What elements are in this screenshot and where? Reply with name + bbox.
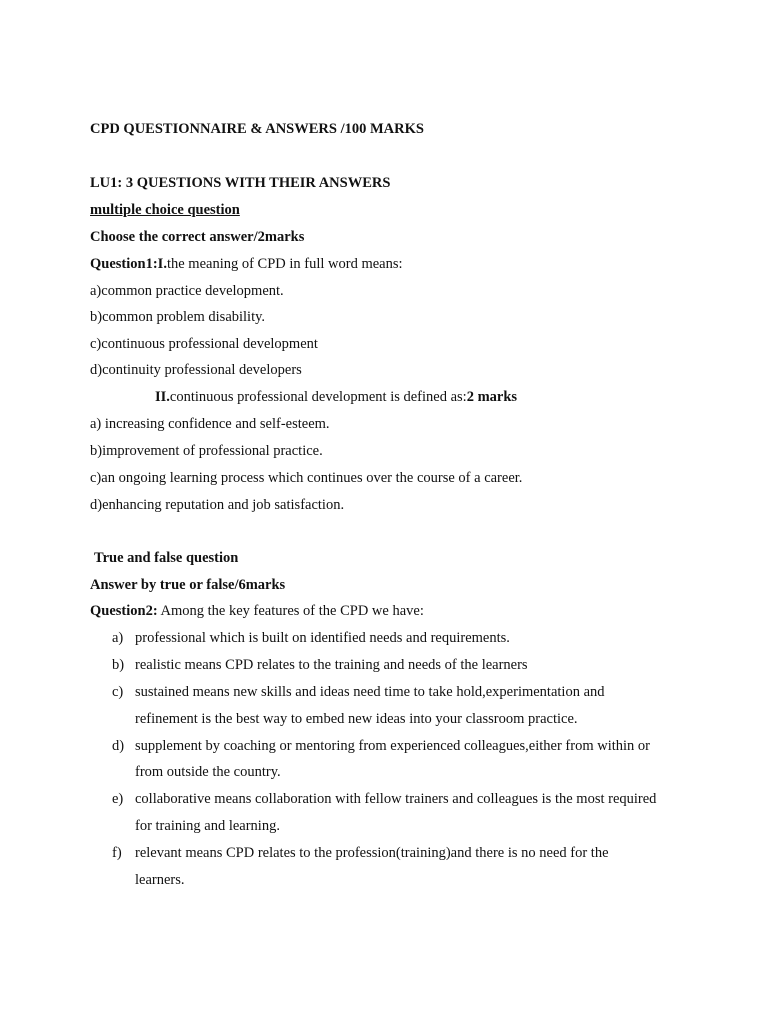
mcq-instruction: Choose the correct answer/2marks (90, 229, 305, 245)
list-item-text: collaborative means collaboration with fellow trainers and colleagues is the most required (135, 791, 657, 807)
question1-part2-marks: 2 marks (466, 389, 518, 405)
question2-text: Among the key features of the CPD we have: (160, 603, 424, 619)
question1-text: the meaning of CPD in full word means: (166, 256, 403, 272)
mcq-heading: multiple choice question (90, 202, 240, 218)
list-item-letter: e) (112, 791, 124, 807)
question1-option-b: b)common problem disability. (90, 309, 266, 325)
lu1-heading: LU1: 3 QUESTIONS WITH THEIR ANSWERS (90, 175, 391, 191)
question1-part2-text: continuous professional development is defined as: (169, 389, 467, 405)
list-item-text: realistic means CPD relates to the training and needs of the learners (135, 657, 528, 673)
document-title: CPD QUESTIONNAIRE & ANSWERS /100 MARKS (90, 121, 424, 137)
list-item-letter: f) (112, 845, 122, 861)
list-item-text-continued: learners. (135, 872, 185, 888)
question1-option-d: d)continuity professional developers (90, 362, 302, 378)
question1-part2-option-d: d)enhancing reputation and job satisfaction. (90, 497, 345, 513)
question2-line (90, 602, 424, 620)
question2-label: Question2: (90, 603, 158, 619)
question1-option-a: a)common practice development. (90, 283, 284, 299)
list-item-text: supplement by coaching or mentoring from experienced colleagues,either from within or (135, 738, 650, 754)
true-false-heading: True and false question (94, 550, 239, 566)
list-item-letter: c) (112, 684, 124, 700)
list-item-text-continued: for training and learning. (135, 818, 280, 834)
question1-line (90, 255, 403, 273)
list-item-text-continued: refinement is the best way to embed new ideas into your classroom practice. (135, 711, 578, 727)
list-item-text-continued: from outside the country. (135, 764, 281, 780)
list-item-letter: b) (112, 657, 125, 673)
list-item-text: sustained means new skills and ideas need time to take hold,experimentation and (135, 684, 605, 700)
list-item-text: relevant means CPD relates to the profession(training)and there is no need for the (135, 845, 609, 861)
question1-label: Question1:I. (90, 256, 167, 272)
question1-part2-label: II. (155, 389, 170, 405)
question1-part2-line (155, 388, 517, 406)
question1-option-c: c)continuous professional development (90, 336, 318, 352)
list-item-letter: d) (112, 738, 125, 754)
question1-part2-option-b: b)improvement of professional practice. (90, 443, 323, 459)
true-false-instruction: Answer by true or false/6marks (90, 577, 286, 593)
question1-part2-option-c: c)an ongoing learning process which continues over the course of a career. (90, 470, 523, 486)
list-item-text: professional which is built on identified needs and requirements. (135, 630, 510, 646)
question1-part2-option-a: a) increasing confidence and self-esteem. (90, 416, 330, 432)
list-item-letter: a) (112, 630, 124, 646)
